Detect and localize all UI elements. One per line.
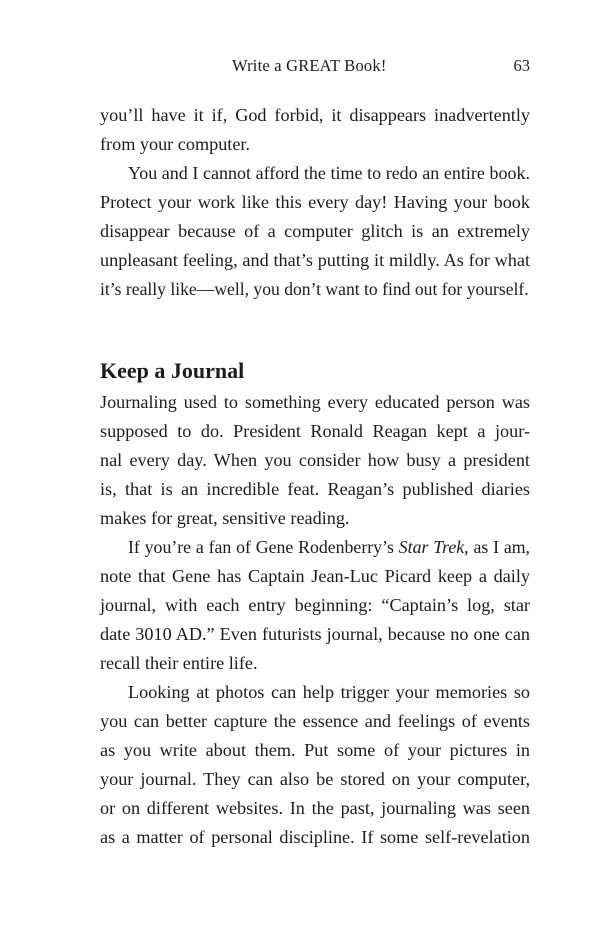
running-title: Write a GREAT Book! — [232, 56, 387, 75]
text-line: journal, with each entry beginning: “Captain’s log, star — [100, 595, 530, 615]
text-line: makes for great, sensitive reading. — [100, 508, 350, 528]
section-heading: Keep a Journal — [100, 358, 245, 383]
section-body — [100, 388, 530, 852]
text-fragment: If you’re a fan of Gene Rodenberry’s — [128, 537, 399, 557]
text-fragment: , as I am, — [464, 537, 530, 557]
text-line: Looking at photos can help trigger your memories so — [128, 682, 530, 702]
text-line: your journal. They can also be stored on your computer, — [100, 769, 530, 789]
paragraph — [100, 678, 530, 852]
paragraph — [100, 159, 530, 304]
text-line: nal every day. When you consider how busy a president — [100, 450, 530, 470]
text-line: you’ll have it if, God forbid, it disappears inadvertently — [100, 105, 530, 125]
text-line: supposed to do. President Ronald Reagan kept a jour- — [100, 421, 530, 441]
text-line: You and I cannot afford the time to redo an entire book. — [128, 163, 530, 183]
paragraph — [100, 388, 530, 533]
text-line: or on different websites. In the past, journaling was seen — [100, 798, 530, 818]
running-head — [100, 54, 530, 78]
text-line: note that Gene has Captain Jean-Luc Picard keep a daily — [100, 566, 530, 586]
page-number: 63 — [513, 56, 530, 75]
text-line — [100, 533, 530, 562]
text-line: unpleasant feeling, and that’s putting it mildly. As for what — [100, 250, 530, 270]
paragraph — [100, 101, 530, 159]
text-line: Journaling used to something every educated person was — [100, 392, 530, 412]
text-line: as a matter of personal discipline. If some self-revelation — [100, 827, 530, 847]
text-line: disappear because of a computer glitch is an extremely — [100, 221, 530, 241]
text-line: Protect your work like this every day! Having your book — [100, 192, 530, 212]
text-line: date 3010 AD.” Even futurists journal, because no one can — [100, 624, 530, 644]
book-title-italic: Star Trek — [398, 537, 465, 557]
text-line: recall their entire life. — [100, 653, 258, 673]
text-line: you can better capture the essence and feelings of events — [100, 711, 530, 731]
text-line: as you write about them. Put some of your pictures in — [100, 740, 530, 760]
top-text — [100, 101, 530, 304]
text-line: it’s really like—well, you don’t want to find out for yourself. — [100, 279, 529, 299]
text-line: is, that is an incredible feat. Reagan’s published diaries — [100, 479, 530, 499]
paragraph — [100, 533, 530, 678]
text-line: from your computer. — [100, 134, 251, 154]
